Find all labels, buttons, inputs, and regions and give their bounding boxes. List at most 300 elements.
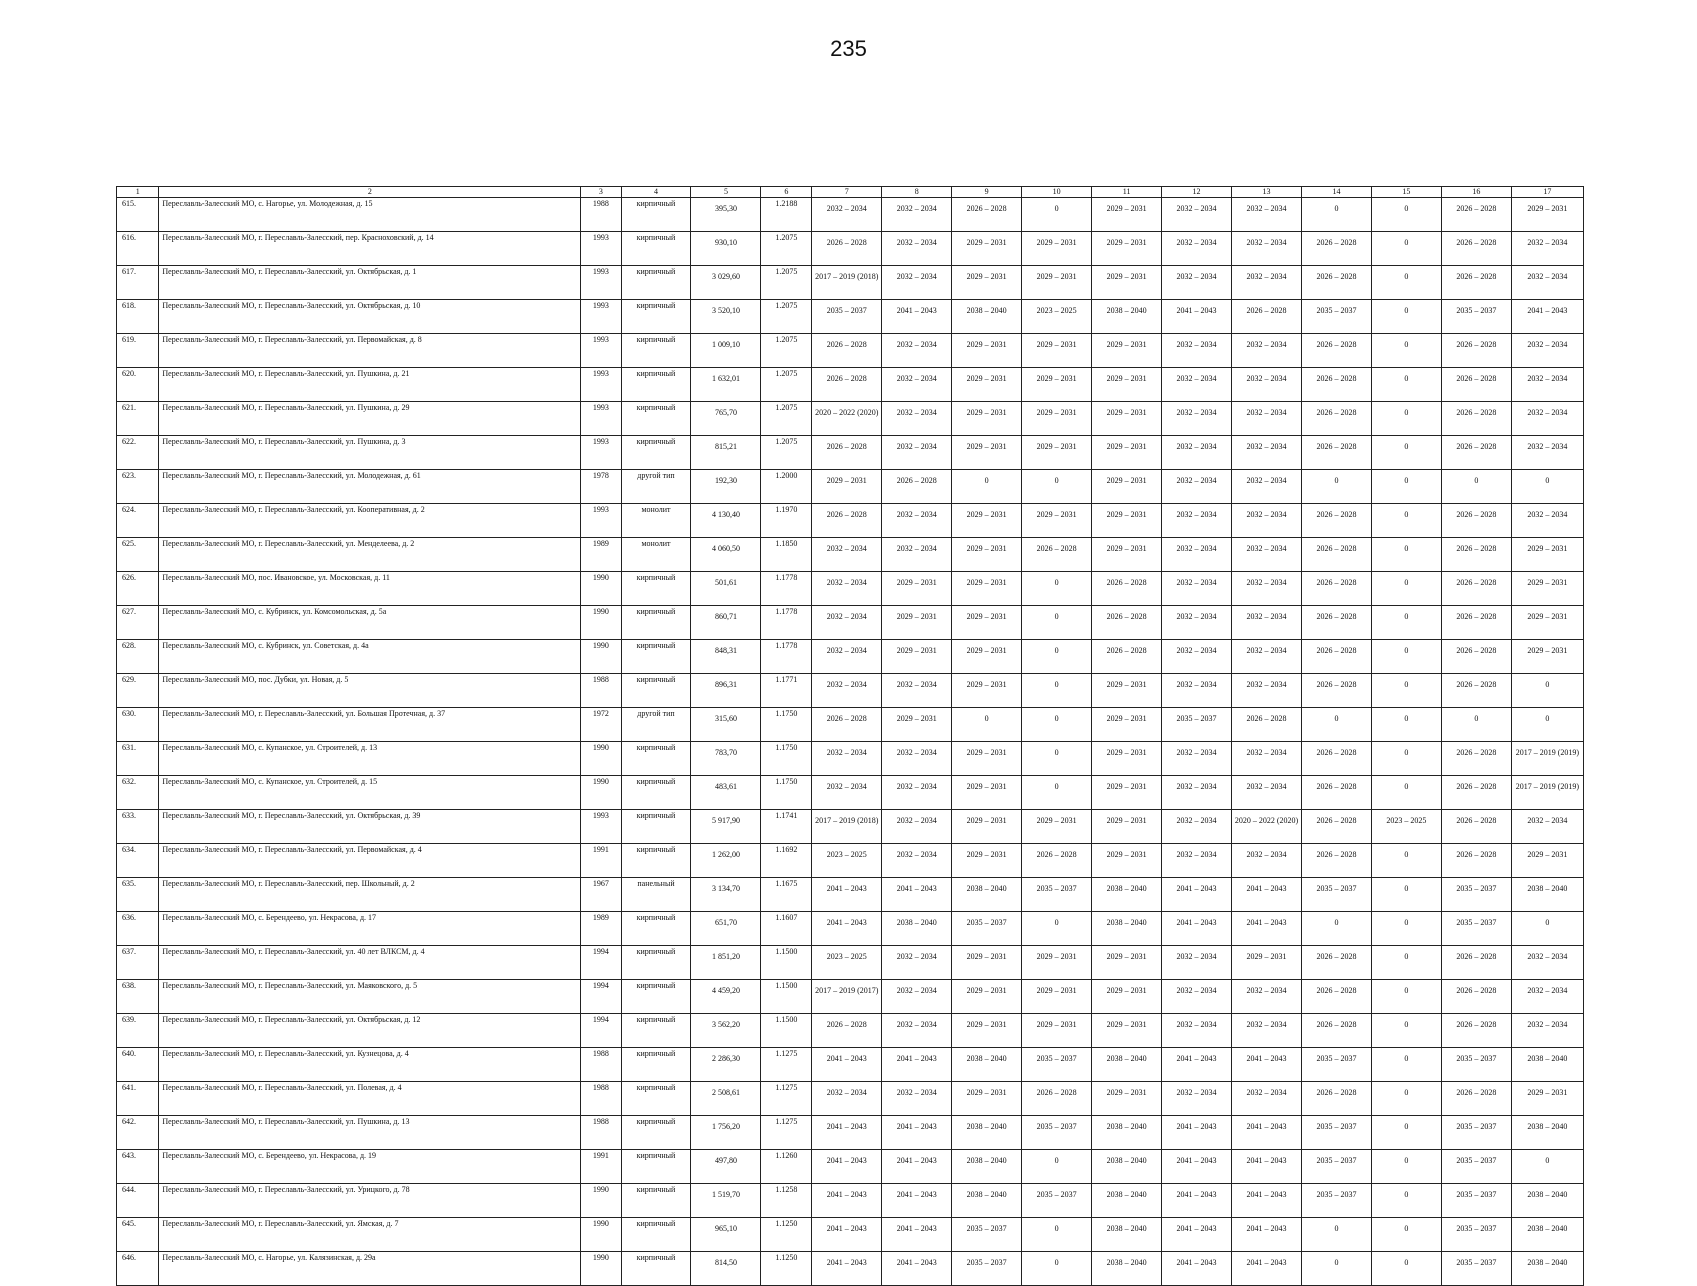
period-cell: 0 [1371, 334, 1441, 368]
row-number: 627. [117, 606, 159, 640]
year-cell: 1988 [581, 198, 621, 232]
period-cell: 2026 – 2028 [1092, 606, 1162, 640]
period-cell: 2026 – 2028 [952, 198, 1022, 232]
period-cell: 2032 – 2034 [1232, 334, 1302, 368]
period-cell: 2032 – 2034 [1232, 980, 1302, 1014]
period-cell: 2032 – 2034 [1232, 572, 1302, 606]
period-cell: 2041 – 2043 [812, 1184, 882, 1218]
period-cell: 2029 – 2031 [952, 776, 1022, 810]
table-row [117, 946, 1584, 980]
row-number: 626. [117, 572, 159, 606]
period-cell: 2029 – 2031 [1022, 810, 1092, 844]
period-cell: 0 [1022, 606, 1092, 640]
period-cell: 0 [952, 708, 1022, 742]
column-number: 5 [691, 187, 761, 198]
period-cell: 2035 – 2037 [1441, 1252, 1511, 1286]
period-cell: 0 [1371, 572, 1441, 606]
period-cell: 2041 – 2043 [1162, 1150, 1232, 1184]
period-cell: 2026 – 2028 [1441, 232, 1511, 266]
period-cell: 2032 – 2034 [1162, 606, 1232, 640]
period-cell: 2038 – 2040 [952, 1150, 1022, 1184]
area-cell: 3 134,70 [691, 878, 761, 912]
period-cell: 0 [1371, 368, 1441, 402]
row-number: 617. [117, 266, 159, 300]
year-cell: 1972 [581, 708, 621, 742]
year-cell: 1988 [581, 1048, 621, 1082]
year-cell: 1993 [581, 232, 621, 266]
period-cell: 2032 – 2034 [812, 1082, 882, 1116]
period-cell: 2041 – 2043 [882, 1184, 952, 1218]
period-cell: 0 [1371, 1252, 1441, 1286]
period-cell: 2032 – 2034 [1162, 368, 1232, 402]
period-cell: 2026 – 2028 [812, 504, 882, 538]
period-cell: 2029 – 2031 [1092, 538, 1162, 572]
period-cell: 2032 – 2034 [812, 572, 882, 606]
table-row [117, 436, 1584, 470]
period-cell: 2026 – 2028 [1301, 368, 1371, 402]
table-row [117, 1014, 1584, 1048]
period-cell: 2032 – 2034 [882, 436, 952, 470]
period-cell: 2041 – 2043 [1232, 1116, 1302, 1150]
period-cell: 2026 – 2028 [1301, 1082, 1371, 1116]
period-cell: 0 [1022, 708, 1092, 742]
table-row [117, 198, 1584, 232]
table-row [117, 572, 1584, 606]
period-cell: 0 [1371, 1048, 1441, 1082]
period-cell: 0 [1371, 844, 1441, 878]
period-cell: 2029 – 2031 [1092, 674, 1162, 708]
period-cell: 2038 – 2040 [1511, 1252, 1583, 1286]
period-cell: 2035 – 2037 [1441, 878, 1511, 912]
period-cell: 2032 – 2034 [1162, 776, 1232, 810]
period-cell: 2029 – 2031 [1092, 776, 1162, 810]
area-cell: 1 262,00 [691, 844, 761, 878]
coefficient-cell: 1.1500 [761, 946, 812, 980]
coefficient-cell: 1.1850 [761, 538, 812, 572]
coefficient-cell: 1.1250 [761, 1218, 812, 1252]
page-number: 235 [830, 36, 867, 61]
period-cell: 2041 – 2043 [812, 878, 882, 912]
table-row [117, 232, 1584, 266]
period-cell: 2026 – 2028 [1022, 844, 1092, 878]
row-number: 637. [117, 946, 159, 980]
period-cell: 2038 – 2040 [1092, 1184, 1162, 1218]
period-cell: 0 [1511, 674, 1583, 708]
period-cell: 2026 – 2028 [1441, 572, 1511, 606]
period-cell: 2032 – 2034 [1162, 640, 1232, 674]
period-cell: 2035 – 2037 [1441, 912, 1511, 946]
period-cell: 0 [1441, 470, 1511, 504]
period-cell: 2026 – 2028 [1441, 368, 1511, 402]
table-row [117, 980, 1584, 1014]
period-cell: 2029 – 2031 [952, 232, 1022, 266]
period-cell: 2032 – 2034 [882, 402, 952, 436]
period-cell: 2032 – 2034 [812, 640, 882, 674]
period-cell: 2038 – 2040 [1511, 1116, 1583, 1150]
period-cell: 2023 – 2025 [812, 844, 882, 878]
period-cell: 2041 – 2043 [812, 1150, 882, 1184]
period-cell: 0 [1371, 1014, 1441, 1048]
table-row [117, 334, 1584, 368]
coefficient-cell: 1.2075 [761, 402, 812, 436]
period-cell: 2035 – 2037 [1441, 300, 1511, 334]
period-cell: 2032 – 2034 [1162, 1082, 1232, 1116]
period-cell: 2017 – 2019 (2019) [1511, 742, 1583, 776]
address-cell: Переславль-Залесский МО, г. Переславль-Залесский, ул. Пушкина, д. 21 [159, 368, 581, 402]
row-number: 616. [117, 232, 159, 266]
year-cell: 1994 [581, 980, 621, 1014]
period-cell: 0 [1371, 538, 1441, 572]
period-cell: 2026 – 2028 [1301, 640, 1371, 674]
coefficient-cell: 1.1500 [761, 1014, 812, 1048]
address-cell: Переславль-Залесский МО, пос. Ивановское, ул. Московская, д. 11 [159, 572, 581, 606]
period-cell: 2026 – 2028 [1441, 980, 1511, 1014]
period-cell: 0 [1371, 1218, 1441, 1252]
period-cell: 2026 – 2028 [1301, 334, 1371, 368]
period-cell: 2032 – 2034 [812, 198, 882, 232]
period-cell: 2032 – 2034 [1511, 436, 1583, 470]
period-cell: 2038 – 2040 [952, 300, 1022, 334]
row-number: 643. [117, 1150, 159, 1184]
coefficient-cell: 1.2075 [761, 334, 812, 368]
wall-material-cell: кирпичный [621, 742, 691, 776]
period-cell: 2029 – 2031 [952, 572, 1022, 606]
period-cell: 2032 – 2034 [1162, 198, 1232, 232]
period-cell: 2026 – 2028 [1301, 402, 1371, 436]
period-cell: 2017 – 2019 (2017) [812, 980, 882, 1014]
period-cell: 2029 – 2031 [1022, 368, 1092, 402]
column-number: 3 [581, 187, 621, 198]
period-cell: 2041 – 2043 [1162, 1048, 1232, 1082]
period-cell: 2032 – 2034 [882, 844, 952, 878]
address-cell: Переславль-Залесский МО, г. Переславль-Залесский, пер. Красноховский, д. 14 [159, 232, 581, 266]
table-row [117, 912, 1584, 946]
period-cell: 2032 – 2034 [882, 232, 952, 266]
wall-material-cell: кирпичный [621, 402, 691, 436]
period-cell: 0 [1371, 606, 1441, 640]
period-cell: 2041 – 2043 [812, 1252, 882, 1286]
period-cell: 0 [1511, 470, 1583, 504]
period-cell: 2029 – 2031 [1022, 436, 1092, 470]
period-cell: 2029 – 2031 [1092, 1014, 1162, 1048]
coefficient-cell: 1.1260 [761, 1150, 812, 1184]
period-cell: 0 [1371, 640, 1441, 674]
table-row [117, 266, 1584, 300]
period-cell: 2017 – 2019 (2018) [812, 266, 882, 300]
table-row [117, 1048, 1584, 1082]
period-cell: 2035 – 2037 [1162, 708, 1232, 742]
period-cell: 2032 – 2034 [1162, 538, 1232, 572]
period-cell: 2038 – 2040 [1092, 878, 1162, 912]
period-cell: 2026 – 2028 [1301, 266, 1371, 300]
wall-material-cell: кирпичный [621, 1252, 691, 1286]
row-number: 639. [117, 1014, 159, 1048]
period-cell: 2029 – 2031 [952, 674, 1022, 708]
table-row [117, 1150, 1584, 1184]
column-number: 13 [1232, 187, 1302, 198]
period-cell: 2026 – 2028 [1232, 300, 1302, 334]
coefficient-cell: 1.1778 [761, 640, 812, 674]
period-cell: 2029 – 2031 [952, 402, 1022, 436]
period-cell: 2038 – 2040 [952, 878, 1022, 912]
period-cell: 0 [1022, 1252, 1092, 1286]
row-number: 628. [117, 640, 159, 674]
period-cell: 2038 – 2040 [1511, 1048, 1583, 1082]
period-cell: 2026 – 2028 [1301, 606, 1371, 640]
period-cell: 0 [1301, 1252, 1371, 1286]
period-cell: 2038 – 2040 [1092, 1048, 1162, 1082]
row-number: 621. [117, 402, 159, 436]
period-cell: 0 [1022, 1218, 1092, 1252]
year-cell: 1988 [581, 1082, 621, 1116]
period-cell: 2032 – 2034 [1232, 232, 1302, 266]
period-cell: 2023 – 2025 [1371, 810, 1441, 844]
year-cell: 1993 [581, 436, 621, 470]
wall-material-cell: кирпичный [621, 776, 691, 810]
period-cell: 2032 – 2034 [1162, 334, 1232, 368]
area-cell: 497,80 [691, 1150, 761, 1184]
period-cell: 2041 – 2043 [1511, 300, 1583, 334]
period-cell: 2032 – 2034 [1232, 1082, 1302, 1116]
period-cell: 0 [1371, 912, 1441, 946]
coefficient-cell: 1.1275 [761, 1116, 812, 1150]
table-row [117, 640, 1584, 674]
period-cell: 2032 – 2034 [882, 266, 952, 300]
period-cell: 0 [1022, 572, 1092, 606]
year-cell: 1993 [581, 368, 621, 402]
period-cell: 2026 – 2028 [812, 708, 882, 742]
year-cell: 1990 [581, 1184, 621, 1218]
period-cell: 2032 – 2034 [1232, 606, 1302, 640]
period-cell: 2029 – 2031 [1511, 606, 1583, 640]
period-cell: 2026 – 2028 [1441, 402, 1511, 436]
period-cell: 2026 – 2028 [1441, 1014, 1511, 1048]
column-number: 2 [159, 187, 581, 198]
coefficient-cell: 1.2075 [761, 368, 812, 402]
address-cell: Переславль-Залесский МО, с. Берендеево, ул. Некрасова, д. 17 [159, 912, 581, 946]
coefficient-cell: 1.2075 [761, 232, 812, 266]
column-number: 6 [761, 187, 812, 198]
period-cell: 2032 – 2034 [882, 504, 952, 538]
period-cell: 2029 – 2031 [1022, 334, 1092, 368]
period-cell: 2026 – 2028 [1441, 674, 1511, 708]
period-cell: 2029 – 2031 [1092, 436, 1162, 470]
wall-material-cell: кирпичный [621, 198, 691, 232]
period-cell: 2038 – 2040 [952, 1048, 1022, 1082]
period-cell: 2029 – 2031 [1092, 980, 1162, 1014]
period-cell: 2032 – 2034 [1232, 402, 1302, 436]
period-cell: 2026 – 2028 [1301, 572, 1371, 606]
period-cell: 2026 – 2028 [1441, 436, 1511, 470]
year-cell: 1990 [581, 742, 621, 776]
period-cell: 2026 – 2028 [1441, 334, 1511, 368]
period-cell: 0 [1511, 708, 1583, 742]
period-cell: 2026 – 2028 [882, 470, 952, 504]
period-cell: 2029 – 2031 [1511, 572, 1583, 606]
period-cell: 2032 – 2034 [882, 980, 952, 1014]
wall-material-cell: кирпичный [621, 368, 691, 402]
period-cell: 2041 – 2043 [812, 1218, 882, 1252]
row-number: 634. [117, 844, 159, 878]
address-cell: Переславль-Залесский МО, с. Кубринск, ул. Комсомольская, д. 5а [159, 606, 581, 640]
period-cell: 2029 – 2031 [952, 1014, 1022, 1048]
year-cell: 1989 [581, 538, 621, 572]
period-cell: 2029 – 2031 [1022, 402, 1092, 436]
period-cell: 2026 – 2028 [1441, 742, 1511, 776]
period-cell: 2035 – 2037 [1441, 1184, 1511, 1218]
period-cell: 2038 – 2040 [1092, 912, 1162, 946]
area-cell: 814,50 [691, 1252, 761, 1286]
period-cell: 2032 – 2034 [1162, 1014, 1232, 1048]
address-cell: Переславль-Залесский МО, г. Переславль-Залесский, ул. Пушкина, д. 3 [159, 436, 581, 470]
address-cell: Переславль-Залесский МО, г. Переславль-Залесский, ул. Кузнецова, д. 4 [159, 1048, 581, 1082]
period-cell: 2026 – 2028 [1301, 742, 1371, 776]
period-cell: 0 [1371, 402, 1441, 436]
address-cell: Переславль-Залесский МО, г. Переславль-Залесский, ул. Менделеева, д. 2 [159, 538, 581, 572]
period-cell: 2032 – 2034 [1511, 334, 1583, 368]
column-number: 8 [882, 187, 952, 198]
period-cell: 2029 – 2031 [882, 606, 952, 640]
period-cell: 0 [1371, 1184, 1441, 1218]
area-cell: 3 520,10 [691, 300, 761, 334]
table-row [117, 1082, 1584, 1116]
table-row [117, 1252, 1584, 1286]
row-number: 615. [117, 198, 159, 232]
period-cell: 0 [1022, 776, 1092, 810]
period-cell: 2026 – 2028 [1441, 504, 1511, 538]
wall-material-cell: монолит [621, 538, 691, 572]
period-cell: 2026 – 2028 [1301, 844, 1371, 878]
period-cell: 2029 – 2031 [1022, 266, 1092, 300]
period-cell: 2026 – 2028 [1441, 266, 1511, 300]
period-cell: 0 [952, 470, 1022, 504]
period-cell: 0 [1371, 946, 1441, 980]
year-cell: 1993 [581, 810, 621, 844]
area-cell: 501,61 [691, 572, 761, 606]
table-row [117, 300, 1584, 334]
wall-material-cell: другой тип [621, 708, 691, 742]
table-row [117, 470, 1584, 504]
coefficient-cell: 1.1500 [761, 980, 812, 1014]
period-cell: 2032 – 2034 [1232, 844, 1302, 878]
period-cell: 2029 – 2031 [1022, 232, 1092, 266]
address-cell: Переславль-Залесский МО, г. Переславль-Залесский, ул. Октябрьская, д. 10 [159, 300, 581, 334]
period-cell: 2035 – 2037 [812, 300, 882, 334]
period-cell: 2029 – 2031 [1092, 198, 1162, 232]
year-cell: 1991 [581, 1150, 621, 1184]
period-cell: 2026 – 2028 [812, 368, 882, 402]
row-number: 645. [117, 1218, 159, 1252]
period-cell: 2035 – 2037 [1301, 300, 1371, 334]
period-cell: 2029 – 2031 [1022, 980, 1092, 1014]
row-number: 622. [117, 436, 159, 470]
year-cell: 1993 [581, 300, 621, 334]
address-cell: Переславль-Залесский МО, г. Переславль-Залесский, ул. Маяковского, д. 5 [159, 980, 581, 1014]
period-cell: 2032 – 2034 [1511, 402, 1583, 436]
address-cell: Переславль-Залесский МО, пос. Дубки, ул. Новая, д. 5 [159, 674, 581, 708]
period-cell: 2026 – 2028 [1441, 198, 1511, 232]
period-cell: 2032 – 2034 [1232, 368, 1302, 402]
period-cell: 2026 – 2028 [812, 232, 882, 266]
period-cell: 2032 – 2034 [1162, 844, 1232, 878]
period-cell: 2029 – 2031 [952, 980, 1022, 1014]
period-cell: 2032 – 2034 [1232, 640, 1302, 674]
address-cell: Переславль-Залесский МО, г. Переславль-Залесский, ул. Октябрьская, д. 12 [159, 1014, 581, 1048]
period-cell: 2029 – 2031 [952, 640, 1022, 674]
wall-material-cell: кирпичный [621, 674, 691, 708]
period-cell: 2032 – 2034 [882, 368, 952, 402]
period-cell: 2032 – 2034 [812, 776, 882, 810]
year-cell: 1978 [581, 470, 621, 504]
wall-material-cell: кирпичный [621, 912, 691, 946]
address-cell: Переславль-Залесский МО, с. Нагорье, ул. Калязинская, д. 29а [159, 1252, 581, 1286]
period-cell: 2020 – 2022 (2020) [812, 402, 882, 436]
coefficient-cell: 1.1741 [761, 810, 812, 844]
period-cell: 2032 – 2034 [1511, 946, 1583, 980]
coefficient-cell: 1.1675 [761, 878, 812, 912]
period-cell: 2029 – 2031 [1232, 946, 1302, 980]
year-cell: 1993 [581, 504, 621, 538]
period-cell: 2041 – 2043 [1162, 878, 1232, 912]
period-cell: 2035 – 2037 [1441, 1048, 1511, 1082]
area-cell: 1 632,01 [691, 368, 761, 402]
column-number: 4 [621, 187, 691, 198]
period-cell: 2032 – 2034 [1162, 810, 1232, 844]
period-cell: 2041 – 2043 [1162, 1218, 1232, 1252]
table-row [117, 674, 1584, 708]
wall-material-cell: кирпичный [621, 980, 691, 1014]
period-cell: 2041 – 2043 [812, 912, 882, 946]
wall-material-cell: кирпичный [621, 334, 691, 368]
period-cell: 2026 – 2028 [1022, 538, 1092, 572]
address-cell: Переславль-Залесский МО, г. Переславль-Залесский, ул. Урицкого, д. 78 [159, 1184, 581, 1218]
year-cell: 1990 [581, 606, 621, 640]
address-cell: Переславль-Залесский МО, с. Нагорье, ул. Молодежная, д. 15 [159, 198, 581, 232]
table-row [117, 810, 1584, 844]
coefficient-cell: 1.1750 [761, 708, 812, 742]
period-cell: 2038 – 2040 [952, 1184, 1022, 1218]
period-cell: 2023 – 2025 [1022, 300, 1092, 334]
row-number: 631. [117, 742, 159, 776]
coefficient-cell: 1.1692 [761, 844, 812, 878]
year-cell: 1993 [581, 402, 621, 436]
period-cell: 2026 – 2028 [1441, 776, 1511, 810]
year-cell: 1994 [581, 1014, 621, 1048]
row-number: 625. [117, 538, 159, 572]
period-cell: 2032 – 2034 [1162, 436, 1232, 470]
period-cell: 2041 – 2043 [1162, 912, 1232, 946]
period-cell: 2041 – 2043 [1232, 912, 1302, 946]
table-row [117, 844, 1584, 878]
period-cell: 2032 – 2034 [1162, 266, 1232, 300]
period-cell: 2026 – 2028 [812, 1014, 882, 1048]
period-cell: 2026 – 2028 [1441, 946, 1511, 980]
period-cell: 2029 – 2031 [952, 538, 1022, 572]
area-cell: 860,71 [691, 606, 761, 640]
address-cell: Переславль-Залесский МО, г. Переславль-Залесский, ул. Большая Протечная, д. 37 [159, 708, 581, 742]
period-cell: 2029 – 2031 [1092, 810, 1162, 844]
period-cell: 2029 – 2031 [952, 742, 1022, 776]
period-cell: 2029 – 2031 [812, 470, 882, 504]
period-cell: 2029 – 2031 [952, 810, 1022, 844]
period-cell: 2038 – 2040 [1092, 1150, 1162, 1184]
period-cell: 2029 – 2031 [1511, 640, 1583, 674]
period-cell: 2026 – 2028 [1301, 1014, 1371, 1048]
period-cell: 2032 – 2034 [1232, 1014, 1302, 1048]
period-cell: 2029 – 2031 [1092, 742, 1162, 776]
address-cell: Переславль-Залесский МО, г. Переславль-Залесский, ул. Молодежная, д. 61 [159, 470, 581, 504]
period-cell: 2029 – 2031 [1092, 368, 1162, 402]
